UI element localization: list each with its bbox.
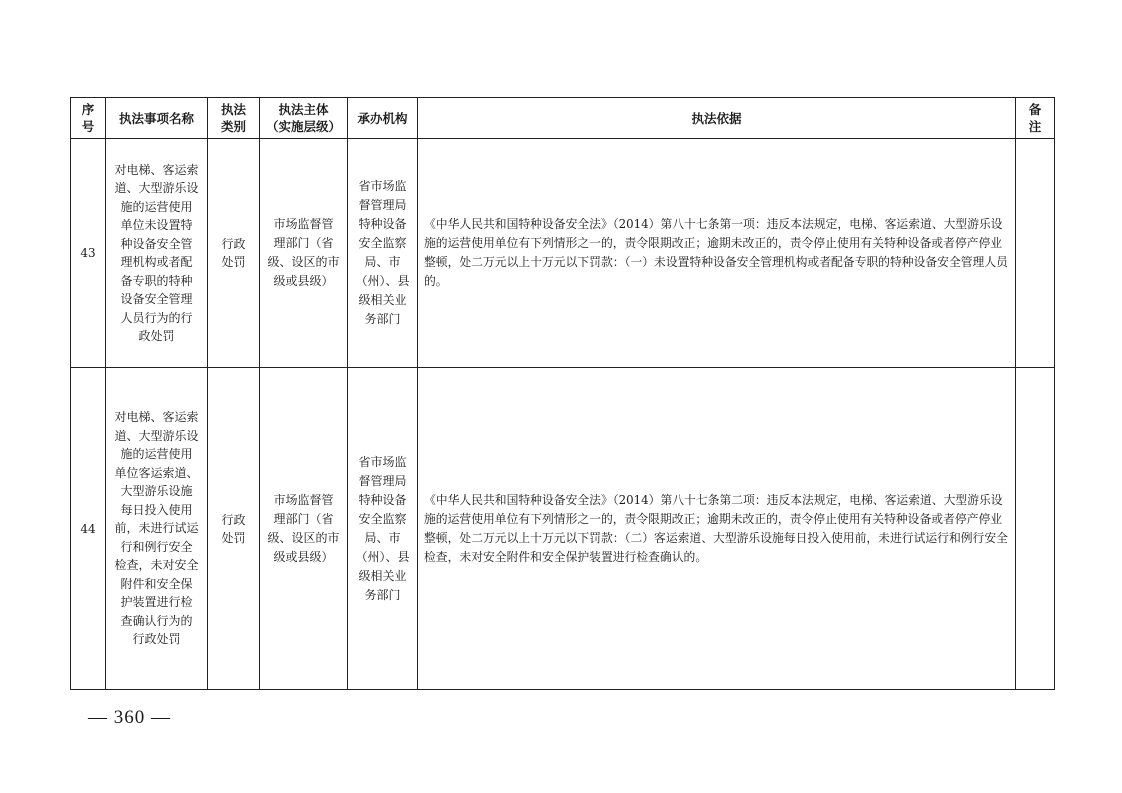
header-subject-line-2: （实施层级） [265,119,341,134]
row-subject-line: 理部门（省 [273,511,334,526]
row-agency-line: 省市场监 [358,179,407,193]
row-index: 43 [71,139,106,368]
row-category [208,139,260,368]
row-legal-basis: 《中华人民共和国特种设备安全法》（2014）第八十七条第二项：违反本法规定，电梯、客运索道、大型游乐设施的运营使用单位有下列情形之一的，责令限期改正；逾期未改正的，责令停止使用有关特种设备或者停产停业整顿，处二万元以上十万元以下罚款：（二）客运索道、大型游乐设施每日投入使用前，未进行试运行和例行安全检查，未对安全附件和安全保护装置进行检查确认的。 [418,368,1016,690]
header-index-line-1: 序 [81,102,95,117]
row-category-line: 行政 [221,237,246,251]
row-name [106,139,208,368]
row-name-line: 施的运营使用 [120,199,193,214]
page-number: — 360 — [88,707,171,728]
header-category [208,98,260,139]
row-subject-line: 级或县级） [273,549,334,564]
row-subject [260,368,348,690]
row-subject-line: 市场监督管 [273,492,334,507]
row-agency-line: （州）、县 [355,549,410,564]
row-subject-line: 级、设区的市 [267,530,340,545]
row-name-line: 单位客运索道、 [114,465,199,480]
row-agency [348,139,418,368]
row-agency-line: 特种设备 [358,492,407,507]
row-agency-line: 安全监察 [358,236,407,250]
header-index [71,98,106,139]
row-name-line: 道、大型游乐设 [114,181,199,195]
row-category-line: 处罚 [221,530,246,545]
table-header-row [71,98,1055,139]
header-subject-line-1: 执法主体 [278,102,329,117]
row-name-line: 人员行为的行 [120,310,193,325]
row-agency-line: 级相关业 [358,568,407,583]
row-agency-line: 务部门 [364,587,401,602]
row-name-line: 大型游乐设施 [120,484,193,499]
row-category-line: 行政 [221,512,246,527]
row-name-line: 施的运营使用 [120,447,193,462]
header-index-line-2: 号 [81,119,95,134]
row-subject-line: 级、设区的市 [267,255,340,269]
row-name-line: 每日投入使用 [120,502,193,517]
row-name-line: 护装置进行检 [120,595,193,610]
header-category-line-2: 类别 [220,119,246,134]
row-name-line: 政处罚 [138,329,175,343]
row-name-line: 道、大型游乐设 [114,428,199,443]
row-name-line: 查确认行为的 [120,613,193,628]
row-name-line: 对电梯、客运索 [114,162,199,177]
header-remark-line-2: 注 [1028,119,1042,134]
row-remark [1016,139,1055,368]
row-subject-line: 理部门（省 [273,236,334,250]
header-basis: 执法依据 [418,98,1016,139]
law-enforcement-table [70,97,1055,690]
row-subject [260,139,348,368]
row-agency-line: 局、市 [364,530,401,545]
header-remark [1016,98,1055,139]
table-row [71,139,1055,368]
row-remark [1016,368,1055,690]
header-subject [260,98,348,139]
row-category-line: 处罚 [221,255,246,269]
header-category-line-1: 执法 [220,102,246,117]
row-name-line: 单位未设置特 [120,218,193,232]
row-agency-line: 局、市 [364,255,401,269]
row-name-line: 备专职的特种 [120,273,193,288]
row-name-line: 理机构或者配 [120,255,193,269]
row-subject-line: 市场监督管 [273,217,334,231]
row-name-line: 附件和安全保 [120,576,193,591]
row-agency-line: 督管理局 [358,473,407,488]
row-legal-basis: 《中华人民共和国特种设备安全法》（2014）第八十七条第一项：违反本法规定，电梯、客运索道、大型游乐设施的运营使用单位有下列情形之一的，责令限期改正；逾期未改正的，责令停止使用有关特种设备或者停产停业整顿，处二万元以上十万元以下罚款：（一）未设置特种设备安全管理机构或者配备专职的特种设备安全管理人员的。 [418,139,1016,368]
row-name-line: 检查，未对安全 [114,558,199,573]
row-name-line: 行和例行安全 [120,539,193,554]
header-remark-line-1: 备 [1028,102,1042,117]
row-agency-line: 督管理局 [358,198,407,212]
row-name-line: 对电梯、客运索 [114,410,199,425]
row-agency-line: 安全监察 [358,511,407,526]
row-index: 44 [71,368,106,690]
row-agency [348,368,418,690]
row-agency-line: 级相关业 [358,293,407,307]
row-name-line: 设备安全管理 [120,292,193,306]
row-name-line: 前，未进行试运 [114,521,199,536]
header-agency: 承办机构 [348,98,418,139]
row-name-line: 种设备安全管 [120,236,193,251]
row-agency-line: 省市场监 [358,454,407,469]
row-name [106,368,208,690]
row-agency-line: 特种设备 [358,217,407,231]
header-name: 执法事项名称 [106,98,208,139]
row-agency-line: （州）、县 [355,274,410,288]
row-category [208,368,260,690]
row-agency-line: 务部门 [364,312,401,326]
row-name-line: 行政处罚 [132,632,181,647]
table-row [71,368,1055,690]
row-subject-line: 级或县级） [273,274,334,288]
